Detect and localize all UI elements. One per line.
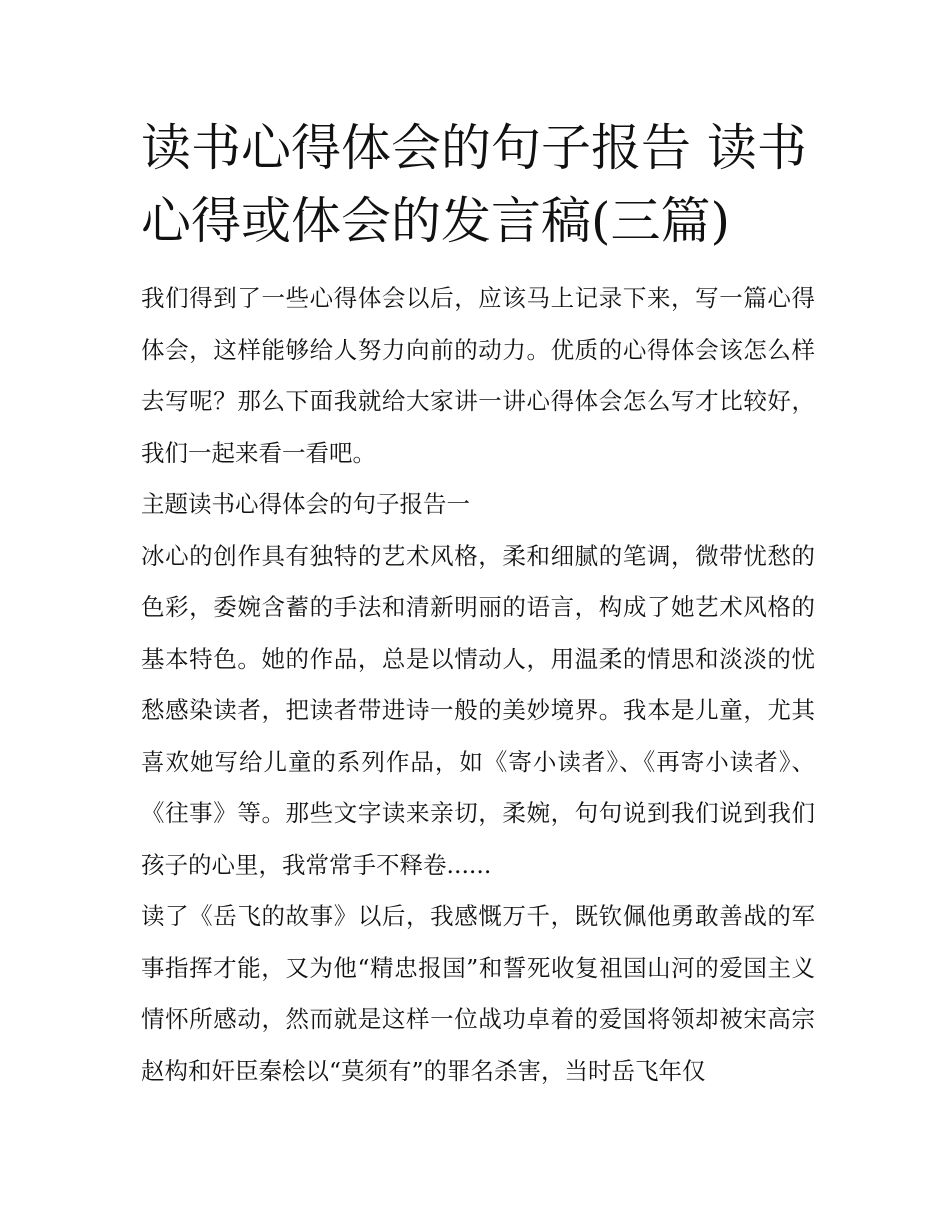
document-title: 读书心得体会的句子报告 读书心得或体会的发言稿(三篇) xyxy=(141,119,807,250)
section-heading: 主题读书心得体会的句子报告一 xyxy=(141,490,470,518)
document-body xyxy=(141,112,815,1097)
intro-paragraph: 我们得到了一些心得体会以后，应该马上记录下来，写一篇心得体会，这样能够给人努力向前的动力。优质的心得体会该怎么样去写呢？那么下面我就给大家讲一讲心得体会怎么写才比较好，我们一起来看一看吧。 xyxy=(141,284,815,467)
body-paragraph: 读了《岳飞的故事》以后，我感慨万千，既钦佩他勇敢善战的军事指挥才能，又为他“精忠报国”和誓死收复祖国山河的爱国主义情怀所感动，然而就是这样一位战功卓着的爱国将领却被宋高宗赵构和奸臣秦桧以“莫须有”的罪名杀害，当时岳飞年仅 xyxy=(141,902,815,1085)
body-paragraph: 冰心的创作具有独特的艺术风格，柔和细腻的笔调，微带忧愁的色彩，委婉含蓄的手法和清新明丽的语言，构成了她艺术风格的基本特色。她的作品，总是以情动人，用温柔的情思和淡淡的忧愁感染读者，把读者带进诗一般的美妙境界。我本是儿童，尤其喜欢她写给儿童的系列作品，如《寄小读者》、《再寄小读者》、《往事》等。那些文字读来亲切，柔婉，句句说到我们说到我们孩子的心里，我常常手不释卷...... xyxy=(141,541,815,879)
